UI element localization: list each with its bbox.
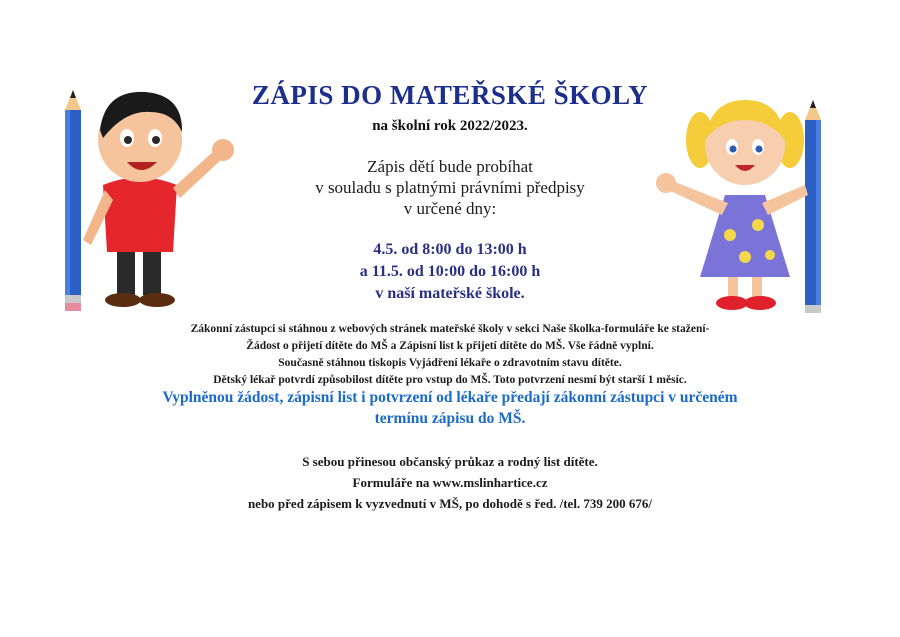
date-location: v naší mateřské škole.	[375, 285, 525, 302]
date-line: 4.5. od 8:00 do 13:00 h	[373, 241, 527, 258]
contact-line: nebo před zápisem k vyzvednutí v MŠ, po dohodě s řed. /tel. 739 200 676/	[247, 496, 653, 511]
enrollment-dates	[250, 239, 650, 305]
footer-line: S sebou přinesou občanský průkaz a rodný list dítěte.	[302, 454, 598, 469]
instructions-text	[110, 321, 790, 389]
date-line: a 11.5. od 10:00 do 16:00 h	[359, 263, 541, 280]
highlight-notice	[120, 387, 780, 429]
instruction-line: Zákonní zástupci si stáhnou z webových stránek mateřské školy v sekci Naše školka-formuláře ke stažení-	[190, 323, 710, 335]
instruction-line: Dětský lékař potvrdí způsobilost dítěte pro vstup do MŠ. Toto potvrzení nesmí být starší 1 měsíc.	[213, 374, 687, 386]
highlight-line: termínu zápisu do MŠ.	[374, 410, 526, 427]
intro-text	[250, 156, 650, 219]
intro-line: Zápis dětí bude probíhat	[367, 157, 533, 176]
website-line: Formuláře na www.mslinhartice.cz	[352, 475, 548, 490]
instruction-line: Současně stáhnou tiskopis Vyjádření lékaře o zdravotním stavu dítěte.	[278, 357, 622, 369]
intro-line: v souladu s platnými právními předpisy	[315, 178, 585, 197]
school-year-subtitle: na školní rok 2022/2023.	[372, 118, 528, 134]
intro-line: v určené dny:	[403, 199, 497, 218]
highlight-line: Vyplněnou žádost, zápisní list i potvrzení od lékaře předají zákonní zástupci v určeném	[162, 389, 738, 406]
footer-text	[150, 451, 750, 514]
page-title: ZÁPIS DO MATEŘSKÉ ŠKOLY	[251, 80, 649, 110]
instruction-line: Žádost o přijetí dítěte do MŠ a Zápisní list k přijetí dítěte do MŠ. Vše řádně vyplní.	[246, 340, 654, 352]
